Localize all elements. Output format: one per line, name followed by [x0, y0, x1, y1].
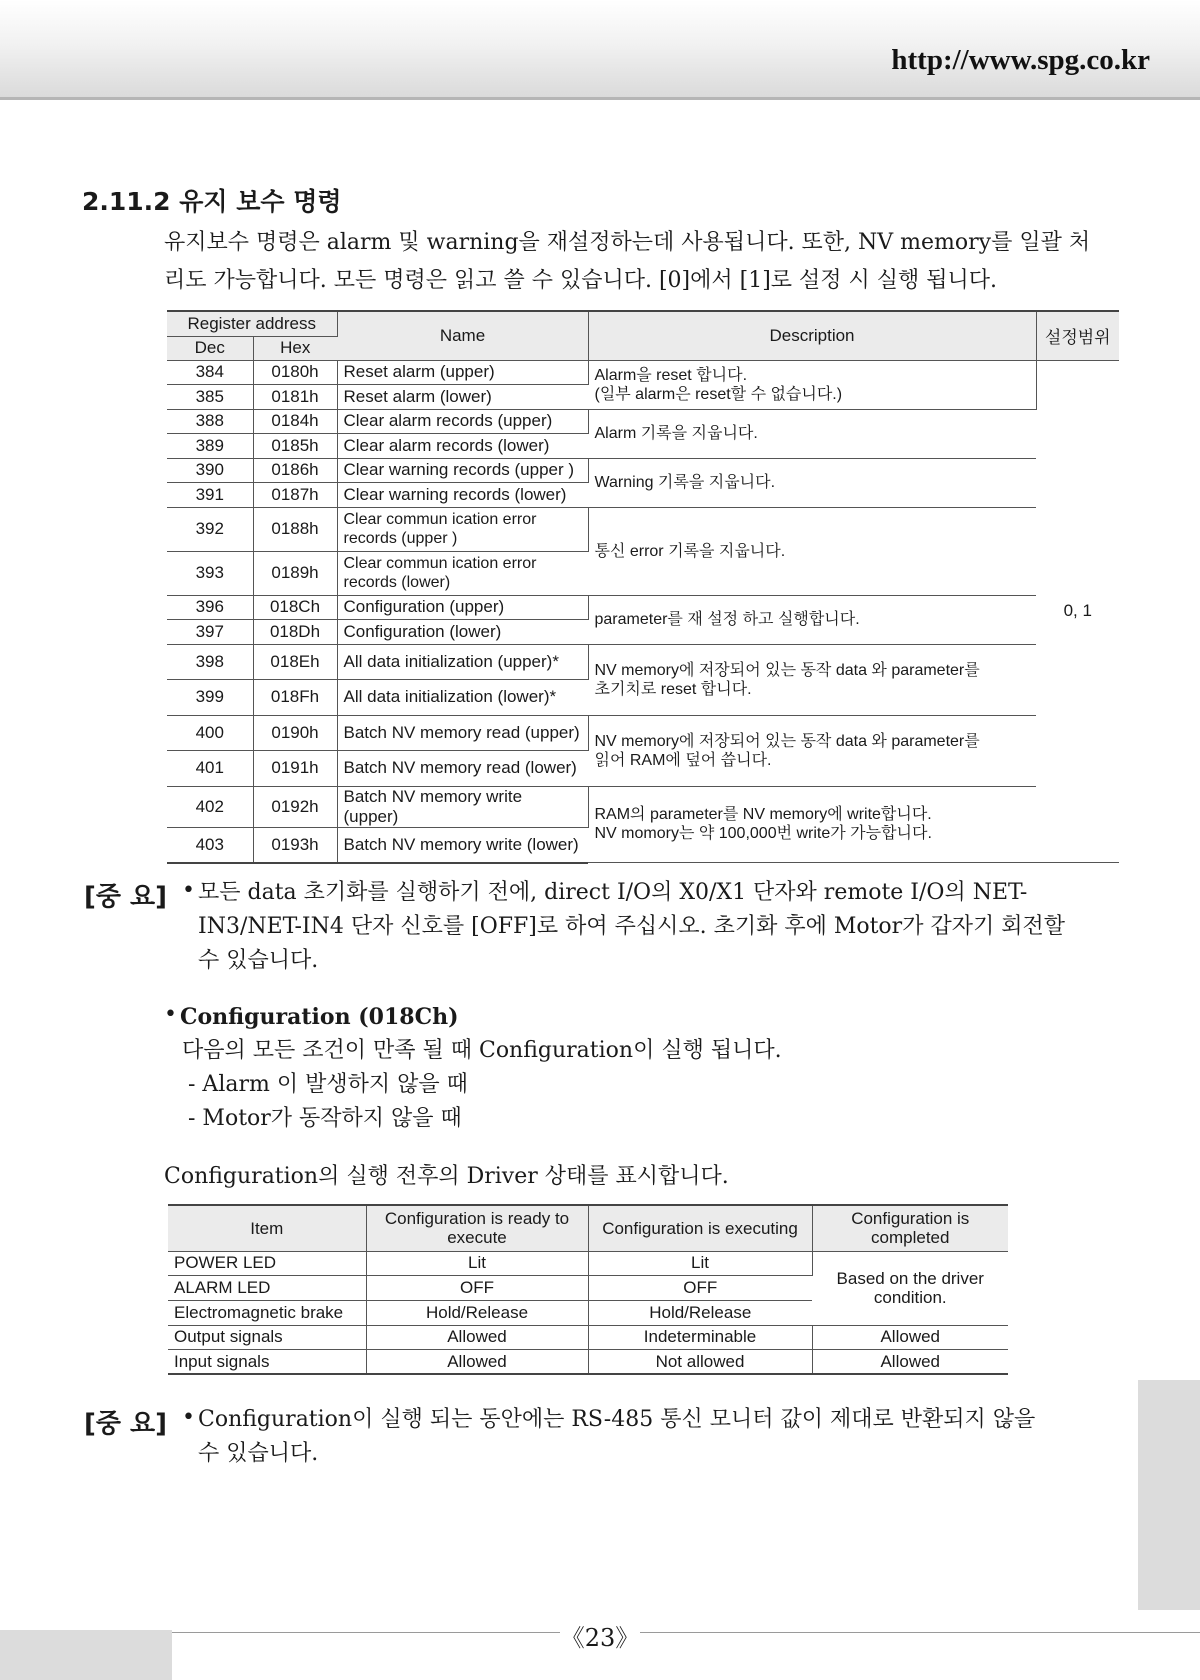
- description-cell: Warning 기록을 지웁니다.: [588, 458, 1036, 507]
- dec-cell: 400: [167, 715, 253, 751]
- driver-status-table: [168, 1204, 1008, 1375]
- description-line: NV momory는 약 100,000번 write가 가능합니다.: [594, 825, 932, 843]
- name-cell: Configuration (lower): [337, 620, 588, 645]
- ready-cell: Allowed: [366, 1350, 588, 1375]
- dec-cell: 389: [167, 434, 253, 459]
- important-label: [중 요]: [84, 1409, 168, 1439]
- intro-line-2: 리도 가능합니다. 모든 명령은 읽고 쓸 수 있습니다. [0]에서 [1]로 설정 시 실행 됩니다.: [164, 268, 998, 293]
- name-cell: Batch NV memory write (upper): [337, 786, 588, 827]
- footer-rule: [172, 1632, 1200, 1633]
- bullet-mark: •: [164, 1002, 177, 1027]
- header-dec: Dec: [167, 336, 253, 360]
- name-cell: Clear warning records (lower): [337, 483, 588, 508]
- table-row: [167, 644, 1119, 680]
- dec-cell: 384: [167, 360, 253, 385]
- description-line: 초기치로 reset 합니다.: [594, 680, 752, 698]
- note-line: 모든 data 초기화를 실행하기 전에, direct I/O의 X0/X1 단자와 remote I/O의 NET-: [198, 880, 1028, 905]
- hex-cell: 0185h: [253, 434, 337, 459]
- website-url: http://www.spg.co.kr: [891, 44, 1150, 76]
- header-line: Configuration is ready to: [384, 1209, 570, 1229]
- hex-cell: 0187h: [253, 483, 337, 508]
- name-line: Clear commun ication error: [343, 555, 537, 572]
- description-cell: [588, 644, 1036, 715]
- dec-cell: 393: [167, 551, 253, 595]
- name-line: records (upper ): [343, 530, 458, 547]
- header-rule: [0, 97, 1200, 100]
- page-number: 《23》: [560, 1618, 640, 1653]
- completed-line: Based on the driver: [836, 1269, 984, 1289]
- bullet-mark: •: [182, 878, 195, 903]
- dec-cell: 401: [167, 751, 253, 787]
- hex-cell: 018Dh: [253, 620, 337, 645]
- important-label: [중 요]: [84, 882, 168, 912]
- header-executing: Configuration is executing: [588, 1205, 812, 1251]
- item-cell: Electromagnetic brake: [168, 1300, 366, 1325]
- description-cell: Alarm 기록을 지웁니다.: [588, 409, 1036, 458]
- name-cell: Configuration (upper): [337, 595, 588, 620]
- configuration-heading: Configuration (018Ch): [180, 1004, 459, 1030]
- table-row: [168, 1325, 1008, 1350]
- header-ready: [366, 1205, 588, 1251]
- name-cell: Clear alarm records (lower): [337, 434, 588, 459]
- completed-cell: Allowed: [812, 1325, 1008, 1350]
- dec-cell: 390: [167, 458, 253, 483]
- header-line: completed: [871, 1228, 950, 1248]
- dec-cell: 392: [167, 507, 253, 551]
- intro-line-1: 유지보수 명령은 alarm 및 warning을 재설정하는데 사용됩니다. 또한, NV memory를 일괄 처: [164, 230, 1091, 255]
- dec-cell: 391: [167, 483, 253, 508]
- header-item: Item: [168, 1205, 366, 1251]
- completed-line: condition.: [873, 1288, 947, 1308]
- item-cell: POWER LED: [168, 1251, 366, 1276]
- name-line: records (lower): [343, 574, 451, 591]
- configuration-condition: - Alarm 이 발생하지 않을 때: [188, 1072, 468, 1097]
- note-line: Configuration이 실행 되는 동안에는 RS-485 통신 모니터 값이 제대로 반환되지 않을: [198, 1407, 1036, 1432]
- hex-cell: 0190h: [253, 715, 337, 751]
- dec-cell: 399: [167, 680, 253, 716]
- executing-cell: OFF: [588, 1276, 812, 1301]
- table-row: [168, 1350, 1008, 1375]
- table-row: [167, 715, 1119, 751]
- header-completed: [812, 1205, 1008, 1251]
- name-cell: Batch NV memory read (lower): [337, 751, 588, 787]
- hex-cell: 0189h: [253, 551, 337, 595]
- header-line: execute: [447, 1228, 507, 1248]
- completed-cell: Allowed: [812, 1350, 1008, 1375]
- item-cell: Input signals: [168, 1350, 366, 1375]
- hex-cell: 0181h: [253, 385, 337, 410]
- footer-block: [0, 1630, 172, 1680]
- name-line: Clear commun ication error: [343, 511, 537, 528]
- name-cell: Clear warning records (upper ): [337, 458, 588, 483]
- item-cell: ALARM LED: [168, 1276, 366, 1301]
- range-cell: 0, 1: [1036, 360, 1119, 863]
- note-line: 수 있습니다.: [198, 1441, 319, 1466]
- header-name: Name: [337, 311, 588, 360]
- hex-cell: 0191h: [253, 751, 337, 787]
- executing-cell: Indeterminable: [588, 1325, 812, 1350]
- executing-cell: Hold/Release: [588, 1300, 812, 1325]
- item-cell: Output signals: [168, 1325, 366, 1350]
- header-register-address: Register address: [167, 311, 337, 336]
- table-row: [167, 786, 1119, 827]
- section-title: 2.11.2 유지 보수 명령: [82, 187, 342, 216]
- name-cell: Reset alarm (lower): [337, 385, 588, 410]
- description-cell: [588, 786, 1036, 863]
- table-row: [167, 507, 1119, 551]
- name-cell: Clear alarm records (upper): [337, 409, 588, 434]
- description-cell: parameter를 재 설정 하고 실행합니다.: [588, 595, 1036, 644]
- hex-cell: 0193h: [253, 827, 337, 863]
- description-line: (일부 alarm은 reset할 수 없습니다.): [594, 385, 843, 403]
- table-row: [167, 595, 1119, 620]
- dec-cell: 402: [167, 786, 253, 827]
- name-cell: [337, 551, 588, 595]
- hex-cell: 0180h: [253, 360, 337, 385]
- ready-cell: Lit: [366, 1251, 588, 1276]
- executing-cell: Not allowed: [588, 1350, 812, 1375]
- name-cell: All data initialization (lower)*: [337, 680, 588, 716]
- hex-cell: 018Ch: [253, 595, 337, 620]
- table-row: [167, 360, 1119, 385]
- completed-cell: [812, 1251, 1008, 1325]
- configuration-condition-intro: 다음의 모든 조건이 만족 될 때 Configuration이 실행 됩니다.: [182, 1038, 782, 1063]
- description-line: NV memory에 저장되어 있는 동작 data 와 parameter를: [594, 732, 980, 750]
- note-line: IN3/NET-IN4 단자 신호를 [OFF]로 하여 주십시오. 초기화 후에 Motor가 갑자기 회전할: [198, 914, 1065, 939]
- name-cell: Batch NV memory read (upper): [337, 715, 588, 751]
- header-range: 설정범위: [1036, 311, 1119, 360]
- hex-cell: 0186h: [253, 458, 337, 483]
- header-hex: Hex: [253, 336, 337, 360]
- status-table-intro: Configuration의 실행 전후의 Driver 상태를 표시합니다.: [164, 1164, 729, 1189]
- executing-cell: Lit: [588, 1251, 812, 1276]
- side-tab: [1138, 1380, 1200, 1610]
- description-line: 읽어 RAM에 덮어 씁니다.: [594, 751, 772, 769]
- table-row: [167, 409, 1119, 434]
- hex-cell: 0184h: [253, 409, 337, 434]
- description-line: Alarm을 reset 합니다.: [594, 366, 748, 384]
- dec-cell: 403: [167, 827, 253, 863]
- dec-cell: 388: [167, 409, 253, 434]
- name-cell: Batch NV memory write (lower): [337, 827, 588, 863]
- name-cell: All data initialization (upper)*: [337, 644, 588, 680]
- dec-cell: 398: [167, 644, 253, 680]
- dec-cell: 385: [167, 385, 253, 410]
- description-line: RAM의 parameter를 NV memory에 write합니다.: [594, 806, 932, 824]
- ready-cell: Hold/Release: [366, 1300, 588, 1325]
- maintenance-command-table: [167, 310, 1119, 864]
- description-cell: [588, 715, 1036, 786]
- bullet-mark: •: [182, 1405, 195, 1430]
- ready-cell: OFF: [366, 1276, 588, 1301]
- header-description: Description: [588, 311, 1036, 360]
- table-row: [167, 458, 1119, 483]
- name-cell: Reset alarm (upper): [337, 360, 588, 385]
- description-cell: [588, 360, 1036, 409]
- dec-cell: 397: [167, 620, 253, 645]
- hex-cell: 018Fh: [253, 680, 337, 716]
- ready-cell: Allowed: [366, 1325, 588, 1350]
- name-cell: [337, 507, 588, 551]
- table-row: [168, 1251, 1008, 1276]
- description-line: NV memory에 저장되어 있는 동작 data 와 parameter를: [594, 661, 980, 679]
- note-line: 수 있습니다.: [198, 948, 319, 973]
- dec-cell: 396: [167, 595, 253, 620]
- configuration-condition: - Motor가 동작하지 않을 때: [188, 1106, 462, 1131]
- hex-cell: 0188h: [253, 507, 337, 551]
- hex-cell: 0192h: [253, 786, 337, 827]
- hex-cell: 018Eh: [253, 644, 337, 680]
- description-cell: 통신 error 기록을 지웁니다.: [588, 507, 1036, 595]
- header-line: Configuration is: [851, 1209, 970, 1229]
